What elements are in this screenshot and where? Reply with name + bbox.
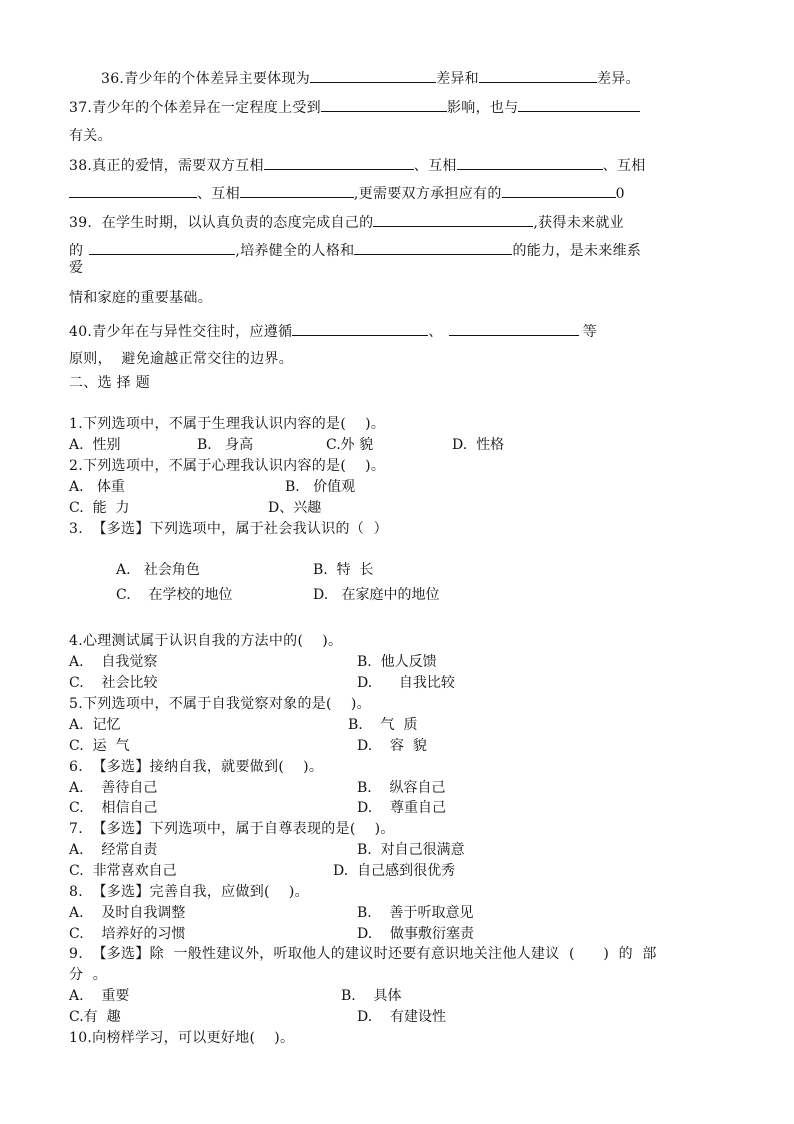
question-9-stem: 9. 【多选】除 一般性建议外，听取他人的建议时还要有意识地关注他人建议 ( ) 的 部	[69, 946, 657, 962]
q37-text-b: 影响，也与	[446, 100, 519, 116]
q40-line	[69, 322, 597, 341]
q38-text-d: 、互相	[197, 186, 240, 202]
question-8-option-a[interactable]: A. 及时自我调整	[69, 905, 186, 921]
q38-blank-5[interactable]	[502, 184, 616, 198]
question-6-stem: 6. 【多选】接纳自我，就要做到( )。	[69, 759, 324, 775]
question-9-option-d[interactable]: D. 有建设性	[357, 1009, 446, 1025]
question-1-stem: 1.下列选项中，不属于生理我认识内容的是( )。	[69, 416, 386, 432]
q40-blank-2[interactable]	[449, 322, 579, 336]
question-7-option-c[interactable]: C. 非常喜欢自己	[69, 863, 177, 879]
q38-text-e: ,更需要双方承担应有的	[353, 186, 502, 202]
q38-blank-1[interactable]	[264, 156, 414, 170]
question-2-option-d[interactable]: D、兴趣	[268, 500, 322, 516]
question-8-option-d[interactable]: D. 做事敷衍塞责	[357, 926, 474, 942]
question-7-option-a[interactable]: A. 经常自责	[69, 842, 158, 858]
q39-line-2	[69, 241, 641, 260]
q39-blank-3[interactable]	[354, 241, 512, 255]
q37-line-2: 有关。	[69, 128, 112, 144]
question-8-stem: 8. 【多选】完善自我，应做到( )。	[69, 884, 309, 900]
question-4-option-b[interactable]: B. 他人反馈	[357, 654, 437, 670]
question-1-option-b[interactable]: B. 身高	[197, 437, 254, 453]
question-10-stem: 10.向榜样学习，可以更好地( )。	[69, 1030, 295, 1046]
q36-blank-1[interactable]	[310, 69, 436, 83]
q37-blank-1[interactable]	[321, 98, 447, 112]
question-3-option-b[interactable]: B. 特 长	[313, 562, 374, 578]
q39-text-a: 39. 在学生时期，以认真负责的态度完成自己的	[69, 215, 374, 231]
question-5-option-d[interactable]: D. 容 貌	[357, 738, 427, 754]
question-9-stem-2: 分 。	[69, 967, 108, 983]
question-1-option-c[interactable]: C.外 貌	[326, 437, 374, 453]
q39-text-c: 的	[69, 243, 84, 259]
q40-line-2: 原则， 避免逾越正常交往的边界。	[69, 351, 293, 367]
question-5-stem: 5.下列选项中，不属于自我觉察对象的是( )。	[69, 696, 371, 712]
question-9-option-b[interactable]: B. 具体	[341, 988, 402, 1004]
q36-text-a: 36.青少年的个体差异主要体现为	[101, 71, 311, 87]
q39-blank-1[interactable]	[373, 213, 533, 227]
q38-text-b: 、互相	[413, 158, 457, 174]
question-6-option-b[interactable]: B. 纵容自己	[357, 780, 446, 796]
q38-text-c: 、互相	[602, 158, 646, 174]
q38-blank-3[interactable]	[69, 184, 197, 198]
question-8-option-b[interactable]: B. 善于听取意见	[357, 905, 474, 921]
q39-text-b: ,获得未来就业	[533, 215, 624, 231]
q40-text-a: 40.青少年在与异性交往时，应遵循	[69, 324, 293, 340]
q36-text-b: 差异和	[436, 71, 479, 87]
question-7-option-d[interactable]: D. 自己感到很优秀	[333, 863, 456, 879]
q39-text-d: ,培养健全的人格和	[235, 243, 355, 259]
q39-line	[69, 213, 624, 232]
question-6-option-c[interactable]: C. 相信自己	[69, 800, 158, 816]
question-4-option-c[interactable]: C. 社会比较	[69, 675, 158, 691]
q38-line	[69, 156, 646, 175]
q37-blank-2[interactable]	[518, 98, 640, 112]
q40-text-c: 等	[582, 324, 597, 340]
question-9-option-c[interactable]: C.有 趣	[69, 1009, 121, 1025]
question-1-option-a[interactable]: A. 性别	[69, 437, 121, 453]
q38-line-2	[69, 184, 625, 203]
q40-blank-1[interactable]	[292, 322, 428, 336]
question-8-option-c[interactable]: C. 培养好的习惯	[69, 926, 186, 942]
q36-line	[101, 69, 640, 88]
question-4-option-a[interactable]: A. 自我觉察	[69, 654, 158, 670]
question-3-stem: 3. 【多选】下列选项中，属于社会我认识的（ ）	[69, 521, 388, 537]
question-2-option-a[interactable]: A. 体重	[69, 479, 125, 495]
q36-blank-2[interactable]	[479, 69, 597, 83]
question-2-stem: 2.下列选项中，不属于心理我认识内容的是( )。	[69, 458, 386, 474]
question-5-option-c[interactable]: C. 运 气	[69, 738, 130, 754]
q39-line-3: 爱	[69, 260, 84, 276]
question-2-option-b[interactable]: B. 价值观	[285, 479, 356, 495]
q37-text-a: 37.青少年的个体差异在一定程度上受到	[69, 100, 321, 116]
question-1-option-d[interactable]: D. 性格	[452, 437, 505, 453]
q40-text-b: 、	[428, 324, 443, 340]
question-3-option-d[interactable]: D. 在家庭中的地位	[313, 587, 440, 603]
question-3-option-a[interactable]: A. 社会角色	[116, 562, 200, 578]
question-2-option-c[interactable]: C. 能 力	[69, 500, 130, 516]
q39-line-4: 情和家庭的重要基础。	[69, 290, 212, 306]
q37-line	[69, 98, 640, 117]
question-9-option-a[interactable]: A. 重要	[69, 988, 130, 1004]
question-4-stem: 4.心理测试属于认识自我的方法中的( )。	[69, 633, 343, 649]
q38-text-f: 0	[615, 186, 625, 202]
section-title: 二、选 择 题	[69, 375, 150, 391]
question-5-option-a[interactable]: A. 记忆	[69, 717, 121, 733]
q38-text-a: 38.真正的爱情，需要双方互相	[69, 158, 264, 174]
question-7-option-b[interactable]: B. 对自己很满意	[357, 842, 465, 858]
question-7-stem: 7. 【多选】下列选项中，属于自尊表现的是( )。	[69, 821, 395, 837]
question-6-option-d[interactable]: D. 尊重自己	[357, 800, 446, 816]
q38-blank-4[interactable]	[240, 184, 354, 198]
question-4-option-d[interactable]: D. 自我比较	[357, 675, 455, 691]
q36-text-c: 差异。	[596, 71, 640, 87]
q39-blank-2[interactable]	[89, 241, 235, 255]
question-6-option-a[interactable]: A. 善待自己	[69, 780, 158, 796]
q39-text-e: 的能力，是未来维系	[512, 243, 642, 259]
question-5-option-b[interactable]: B. 气 质	[348, 717, 418, 733]
q38-blank-2[interactable]	[457, 156, 603, 170]
question-3-option-c[interactable]: C. 在学校的地位	[116, 587, 233, 603]
